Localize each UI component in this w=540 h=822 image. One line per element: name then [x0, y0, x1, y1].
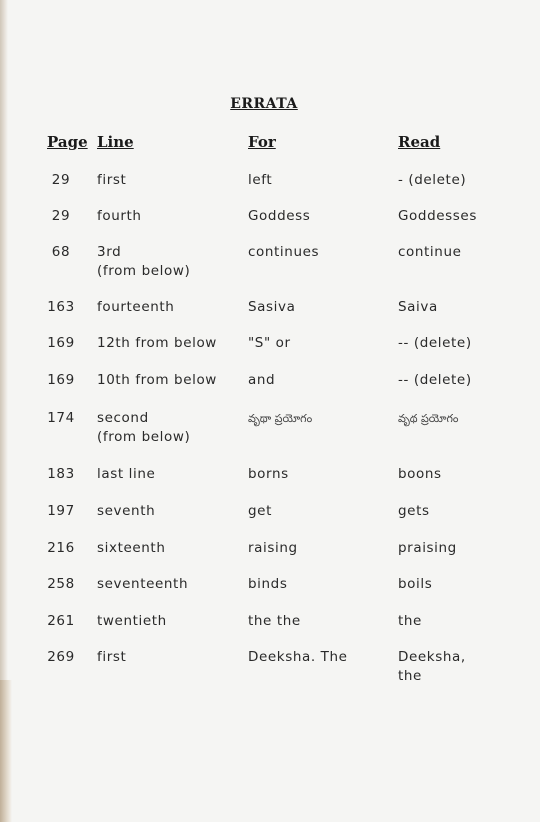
row-line: last line	[97, 466, 156, 482]
row-read: continue	[398, 244, 462, 260]
row-for: the the	[248, 613, 301, 629]
row-page: 183	[47, 466, 75, 482]
row-for: raising	[248, 540, 298, 556]
row-page: 269	[47, 649, 75, 665]
row-line: 10th from below	[97, 372, 217, 388]
header-page: Page	[47, 133, 88, 151]
row-for: borns	[248, 466, 289, 482]
row-for: వృథా ప్రయోగం	[248, 412, 313, 425]
page-title: ERRATA	[230, 96, 298, 112]
table-header	[0, 133, 540, 155]
row-page: 174	[47, 410, 75, 426]
row-line: seventh	[97, 503, 156, 519]
row-read: -- (delete)	[398, 335, 472, 351]
row-read: వృథ ప్రయోగం	[398, 412, 459, 425]
row-read: - (delete)	[398, 172, 467, 188]
row-for: get	[248, 503, 272, 519]
row-read: Goddesses	[398, 208, 477, 224]
row-read: boons	[398, 466, 442, 482]
row-page: 258	[47, 576, 75, 592]
row-page: 68	[51, 244, 71, 260]
row-for: Sasiva	[248, 299, 296, 315]
page-stain	[0, 680, 12, 822]
row-read: -- (delete)	[398, 372, 472, 388]
row-for: left	[248, 172, 273, 188]
header-line: Line	[97, 133, 134, 151]
row-read: gets	[398, 503, 430, 519]
row-line: sixteenth	[97, 540, 166, 556]
row-page: 169	[47, 372, 75, 388]
header-for: For	[248, 133, 276, 151]
row-page: 169	[47, 335, 75, 351]
row-for: "S" or	[248, 335, 291, 351]
row-page: 29	[51, 208, 71, 224]
row-line: first	[97, 172, 127, 188]
row-for: and	[248, 372, 276, 388]
row-for: Goddess	[248, 208, 311, 224]
row-line: 3rd (from below)	[97, 244, 191, 279]
row-page: 261	[47, 613, 75, 629]
row-line: fourteenth	[97, 299, 175, 315]
row-page: 216	[47, 540, 75, 556]
row-for: binds	[248, 576, 288, 592]
header-read: Read	[398, 133, 441, 151]
row-for: Deeksha. The	[248, 649, 348, 665]
row-line: second (from below)	[97, 410, 191, 445]
row-page: 29	[51, 172, 71, 188]
row-line: seventeenth	[97, 576, 189, 592]
row-line: 12th from below	[97, 335, 217, 351]
row-for: continues	[248, 244, 320, 260]
row-line: twentieth	[97, 613, 167, 629]
row-read: boils	[398, 576, 433, 592]
row-read: the	[398, 613, 422, 629]
row-line: first	[97, 649, 127, 665]
row-line: fourth	[97, 208, 142, 224]
row-read: praising	[398, 540, 457, 556]
row-read: Saiva	[398, 299, 438, 315]
row-page: 163	[47, 299, 75, 315]
row-page: 197	[47, 503, 75, 519]
row-read: Deeksha, the	[398, 649, 466, 684]
